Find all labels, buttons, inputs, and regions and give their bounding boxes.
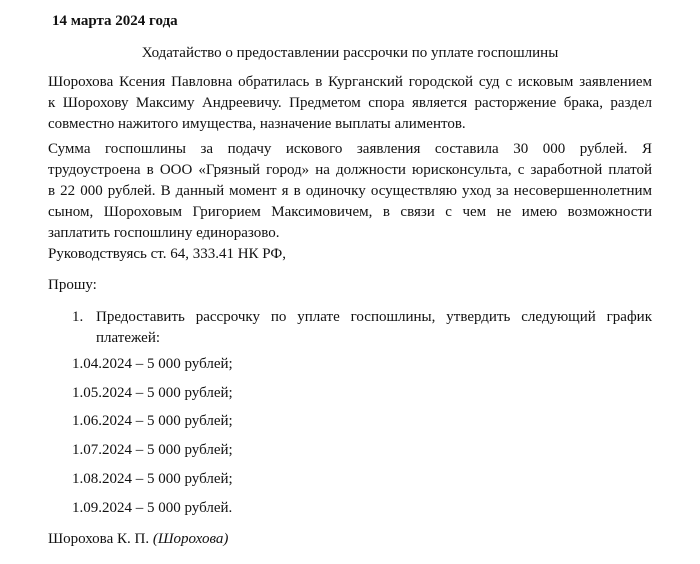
- document-title: Ходатайство о предоставлении рассрочки по уплате госпошлины: [141, 45, 559, 61]
- schedule-entry: 1.09.2024 – 5 000 рублей.: [72, 500, 233, 516]
- document-date: 14 марта 2024 года: [52, 13, 178, 29]
- signature-block: [48, 530, 228, 549]
- paragraph-claim: [48, 72, 652, 135]
- handwritten-signature: (Шорохова): [152, 531, 229, 547]
- request-item-line: платежей:: [96, 330, 161, 346]
- request-item-number: 1.: [72, 309, 84, 325]
- schedule-entry: 1.08.2024 – 5 000 рублей;: [72, 471, 233, 487]
- schedule-entry: 1.05.2024 – 5 000 рублей;: [72, 385, 233, 401]
- schedule-entry: 1.06.2024 – 5 000 рублей;: [72, 413, 233, 429]
- paragraph-line: в 22 000 рублей. В данный момент я в одиночку осуществляю уход за несовершеннолетним: [48, 183, 652, 199]
- paragraph-reason: [48, 139, 652, 244]
- paragraph-line: заплатить госпошлину единоразово.: [48, 225, 280, 241]
- signatory-name: Шорохова К. П.: [48, 531, 150, 547]
- request-item-text: [96, 307, 652, 349]
- schedule-entry: 1.07.2024 – 5 000 рублей;: [72, 442, 233, 458]
- legal-basis: Руководствуясь ст. 64, 333.41 НК РФ,: [48, 246, 286, 262]
- paragraph-line: Шорохова Ксения Павловна обратилась в Курганский городской суд с исковым заявлением: [48, 74, 652, 90]
- request-item-line: Предоставить рассрочку по уплате госпошлины, утвердить следующий график: [96, 309, 652, 325]
- paragraph-line: к Шорохову Максиму Андреевичу. Предметом спора является расторжение брака, раздел: [48, 95, 652, 111]
- paragraph-line: Сумма госпошлины за подачу искового заявления составила 30 000 рублей. Я: [48, 141, 652, 157]
- schedule-entry: 1.04.2024 – 5 000 рублей;: [72, 356, 233, 372]
- paragraph-line: сыном, Шороховым Григорием Максимовичем, в связи с чем не имею возможности: [48, 204, 652, 220]
- paragraph-line: трудоустроена в ООО «Грязный город» на должности юрисконсульта, с заработной платой: [48, 162, 652, 178]
- paragraph-line: совместно нажитого имущества, назначение выплаты алиментов.: [48, 116, 466, 132]
- request-label: Прошу:: [48, 277, 97, 293]
